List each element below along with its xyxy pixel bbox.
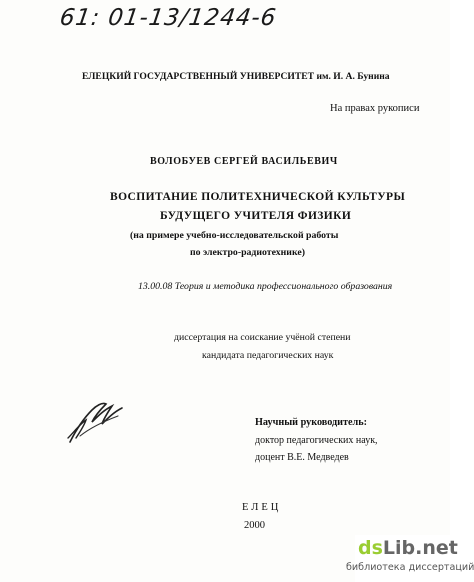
thesis-title-line-1: ВОСПИТАНИЕ ПОЛИТЕХНИЧЕСКОЙ КУЛЬТУРЫ [110, 191, 406, 203]
dissertation-degree-line-2: кандидата педагогических наук [202, 350, 334, 361]
thesis-subtitle-line-2: по электро-радиотехнике) [190, 247, 305, 258]
dissertation-degree-line-1: диссертация на соискание учёной степени [174, 332, 351, 343]
logo-part-lib: Lib.net [382, 537, 458, 559]
thesis-subtitle-line-1: (на примере учебно-исследовательской работы [130, 230, 339, 241]
thesis-title-line-2: БУДУЩЕГО УЧИТЕЛЯ ФИЗИКИ [160, 210, 352, 222]
dslib-tagline: библиотека диссертаций [346, 562, 474, 573]
specialty-code: 13.00.08 Теория и методика профессионального образования [138, 281, 393, 292]
supervisor-name: доцент В.Е. Медведев [255, 452, 349, 463]
dslib-logo[interactable] [358, 537, 458, 559]
logo-part-ds: ds [358, 537, 383, 559]
supervisor-degree: доктор педагогических наук, [255, 435, 378, 446]
handwritten-catalog-code: 61: 01-13/1244-6 [58, 5, 279, 31]
year: 2000 [244, 520, 265, 531]
manuscript-rights-note: На правах рукописи [330, 103, 420, 114]
author-name: ВОЛОБУЕВ СЕРГЕЙ ВАСИЛЬЕВИЧ [150, 156, 338, 167]
university-name: ЕЛЕЦКИЙ ГОСУДАРСТВЕННЫЙ УНИВЕРСИТЕТ им. И. А. Бунина [82, 71, 390, 82]
city: ЕЛЕЦ [242, 502, 282, 513]
supervisor-label: Научный руководитель: [255, 417, 368, 428]
handwritten-signature [62, 392, 132, 447]
